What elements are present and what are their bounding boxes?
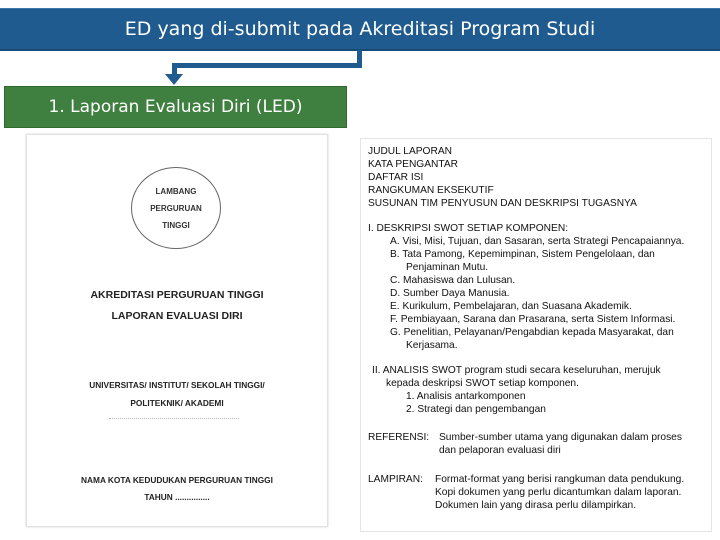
cover-year: TAHUN ............... — [144, 492, 210, 502]
emblem-text: LAMBANG — [155, 186, 197, 196]
step-label: 1. Laporan Evaluasi Diri (LED) — [48, 97, 303, 117]
section-title: kepada deskripsi SWOT setiap komponen. — [386, 378, 579, 389]
outline-item: KATA PENGANTAR — [368, 159, 459, 170]
referensi-text: dan pelaporan evaluasi diri — [439, 445, 561, 456]
section-item: Penjaminan Mutu. — [406, 262, 489, 273]
outline-item: SUSUNAN TIM PENYUSUN DAN DESKRIPSI TUGASNYA — [368, 198, 637, 209]
section-item: C. Mahasiswa dan Lulusan. — [390, 275, 516, 286]
section-item: D. Sumber Daya Manusia. — [390, 288, 510, 299]
section-item: 2. Strategi dan pengembangan — [406, 404, 546, 415]
section-item: A. Visi, Misi, Tujuan, dan Sasaran, serta Strategi Pencapaiannya. — [390, 236, 685, 247]
outline-item: DAFTAR ISI — [368, 172, 424, 183]
section-item: E. Kurikulum, Pembelajaran, dan Suasana Akademik. — [390, 301, 632, 312]
referensi-text: Sumber-sumber utama yang digunakan dalam proses — [439, 432, 682, 443]
lampiran-text: Dokumen lain yang dirasa perlu dilampirkan. — [435, 500, 637, 511]
outline-item: JUDUL LAPORAN — [368, 146, 452, 157]
header-bar — [0, 8, 720, 51]
outline-page — [360, 138, 712, 532]
referensi-label: REFERENSI: — [368, 432, 430, 443]
lampiran-label: LAMPIRAN: — [368, 474, 423, 485]
step-box — [4, 86, 347, 128]
cover-title: AKREDITASI PERGURUAN TINGGI — [90, 289, 264, 301]
section-title: I. DESKRIPSI SWOT SETIAP KOMPONEN: — [368, 223, 569, 234]
cover-subtitle: LAPORAN EVALUASI DIRI — [111, 310, 243, 322]
cover-institution: POLITEKNIK/ AKADEMI — [130, 398, 224, 408]
section-item: F. Pembiayaan, Sarana dan Prasarana, serta Sistem Informasi. — [390, 314, 676, 325]
lampiran-text: Kopi dokumen yang perlu dicantumkan dalam laporan. — [435, 487, 682, 498]
header-title: ED yang di-submit pada Akreditasi Program Studi — [124, 18, 596, 40]
section-item: G. Penelitian, Pelayanan/Pengabdian kepada Masyarakat, dan — [390, 327, 674, 338]
emblem-placeholder — [131, 167, 221, 249]
arrow-down-icon — [165, 74, 183, 85]
divider — [109, 418, 239, 419]
connector-line — [172, 63, 362, 68]
emblem-text: PERGURUAN — [150, 203, 202, 213]
emblem-text: TINGGI — [162, 220, 190, 230]
section-item: B. Tata Pamong, Kepemimpinan, Sistem Pengelolaan, dan — [390, 249, 655, 260]
cover-city: NAMA KOTA KEDUDUKAN PERGURUAN TINGGI — [81, 475, 273, 485]
cover-page — [26, 134, 328, 527]
section-item: Kerjasama. — [406, 340, 458, 351]
section-item: 1. Analisis antarkomponen — [406, 391, 526, 402]
lampiran-text: Format-format yang berisi rangkuman data pendukung. — [435, 474, 685, 485]
outline-item: RANGKUMAN EKSEKUTIF — [368, 185, 494, 196]
section-title: II. ANALISIS SWOT program studi secara keseluruhan, merujuk — [372, 365, 661, 376]
cover-institution: UNIVERSITAS/ INSTITUT/ SEKOLAH TINGGI/ — [89, 380, 265, 390]
